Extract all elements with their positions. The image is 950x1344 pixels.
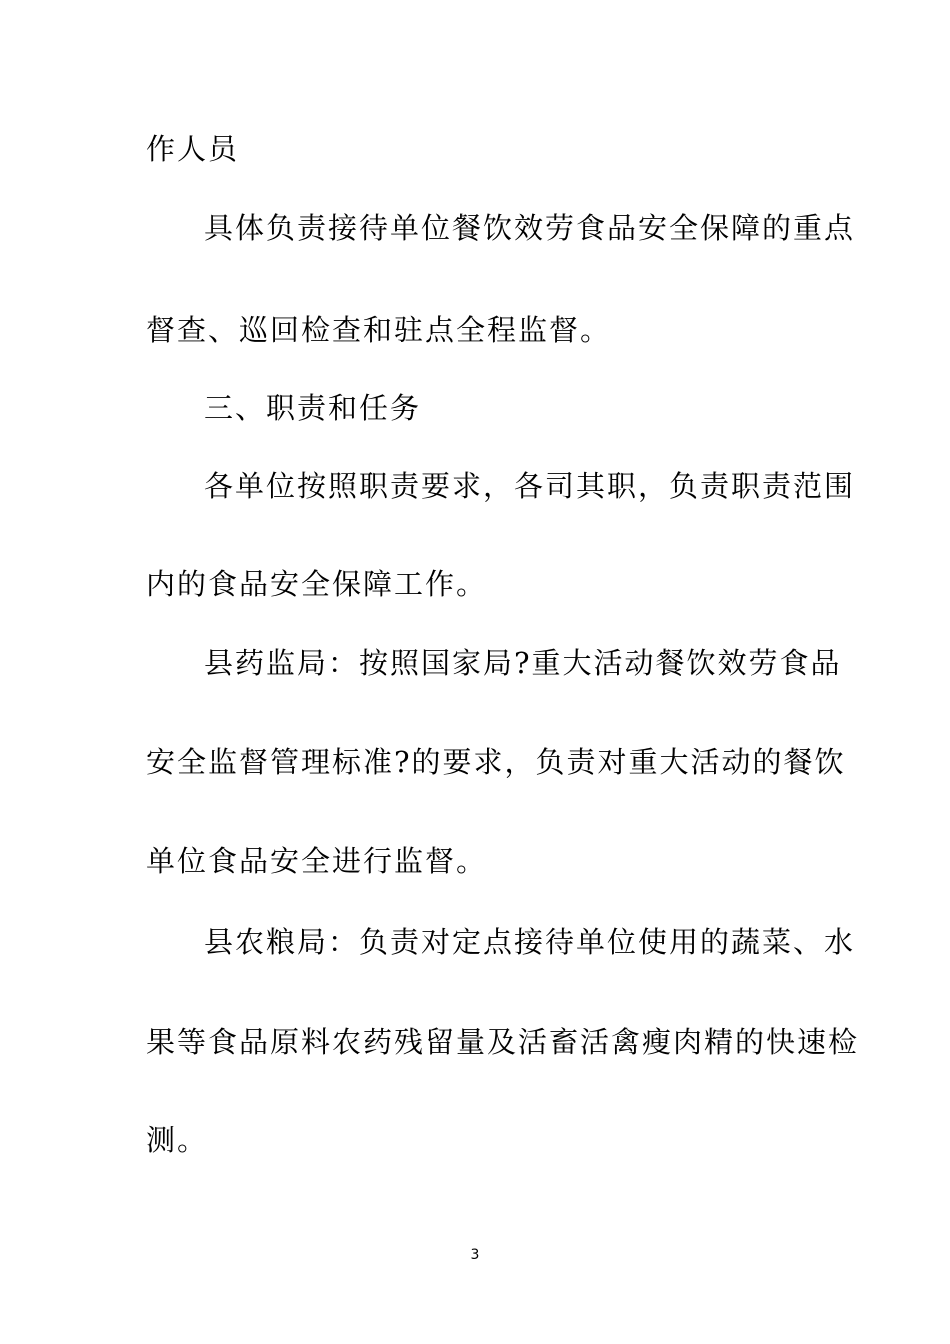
text-line: 安全监督管理标准?的要求，负责对重大活动的餐饮 xyxy=(146,745,846,779)
page-number: 3 xyxy=(470,1247,480,1263)
paragraph-line: 县农粮局：负责对定点接待单位使用的蔬菜、水 xyxy=(204,925,856,959)
section-heading: 三、职责和任务 xyxy=(204,391,422,425)
paragraph-line: 各单位按照职责要求，各司其职，负责职责范围 xyxy=(204,469,856,503)
text-line: 单位食品安全进行监督。 xyxy=(146,844,488,878)
text-line: 果等食品原料农药残留量及活畜活禽瘦肉精的快速检 xyxy=(146,1025,860,1059)
text-line: 督查、巡回检查和驻点全程监督。 xyxy=(146,313,612,347)
paragraph-line: 具体负责接待单位餐饮效劳食品安全保障的重点 xyxy=(204,211,856,245)
text-line: 内的食品安全保障工作。 xyxy=(146,567,488,601)
text-line: 作人员 xyxy=(146,132,240,166)
paragraph-line: 县药监局：按照国家局?重大活动餐饮效劳食品 xyxy=(204,646,842,680)
text-line: 测。 xyxy=(146,1123,209,1157)
